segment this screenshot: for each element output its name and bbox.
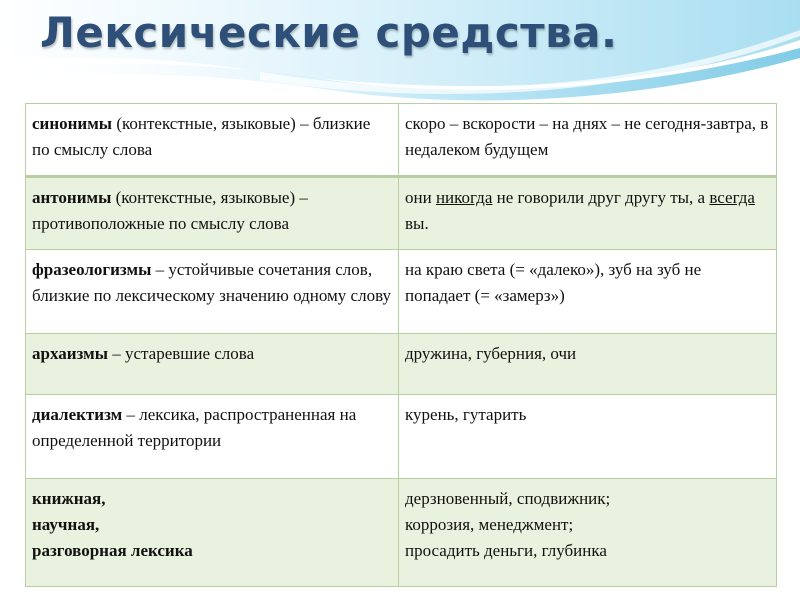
slide-title: Лексические средства. <box>40 8 618 57</box>
term-label: диалектизм <box>32 405 123 424</box>
table-row <box>26 250 777 334</box>
table-row <box>26 334 777 395</box>
table-row <box>26 104 777 177</box>
example-cell: курень, гутарить <box>399 395 777 479</box>
term-label: архаизмы <box>32 344 108 363</box>
example-cell: скоро – вскорости – на днях – не сегодня-завтра, в недалеком будущем <box>399 104 777 177</box>
underlined-word: никогда <box>435 188 493 207</box>
term-definition: – устойчивые сочетания слов, близкие по лексическому значению одному слову <box>32 260 392 305</box>
term-label: научная, <box>32 515 100 534</box>
term-cell <box>26 177 399 250</box>
example-text: дерзновенный, сподвижник; <box>405 489 611 508</box>
term-cell <box>26 395 399 479</box>
table-row <box>26 479 777 587</box>
term-label: книжная, <box>32 489 106 508</box>
term-label: антонимы <box>32 188 112 207</box>
example-cell: на краю света (= «далеко»), зуб на зуб не попадает (= «замерз») <box>399 250 777 334</box>
example-text: просадить деньги, глубинка <box>405 541 607 560</box>
term-definition: – лексика, распространенная на определенной территории <box>32 405 357 450</box>
example-text: не говорили друг другу ты, а <box>492 188 710 207</box>
term-cell <box>26 479 399 587</box>
term-definition: (контекстные, языковые) – противоположные по смыслу слова <box>32 188 308 233</box>
table-row <box>26 395 777 479</box>
example-cell <box>399 479 777 587</box>
term-cell <box>26 334 399 395</box>
underlined-word: всегда <box>709 188 755 207</box>
term-label: разговорная лексика <box>32 541 193 560</box>
term-definition: – устаревшие слова <box>107 344 255 363</box>
example-text: коррозия, менеджмент; <box>405 515 574 534</box>
example-cell: дружина, губерния, очи <box>399 334 777 395</box>
example-text: они <box>405 188 436 207</box>
lexical-means-table <box>25 103 777 587</box>
term-definition: (контекстные, языковые) – близкие по смыслу слова <box>32 114 371 159</box>
term-label: синонимы <box>32 114 113 133</box>
example-cell <box>399 177 777 250</box>
table-row <box>26 177 777 250</box>
term-cell <box>26 104 399 177</box>
example-text: вы. <box>405 214 429 233</box>
term-cell <box>26 250 399 334</box>
term-label: фразеологизмы <box>32 260 152 279</box>
